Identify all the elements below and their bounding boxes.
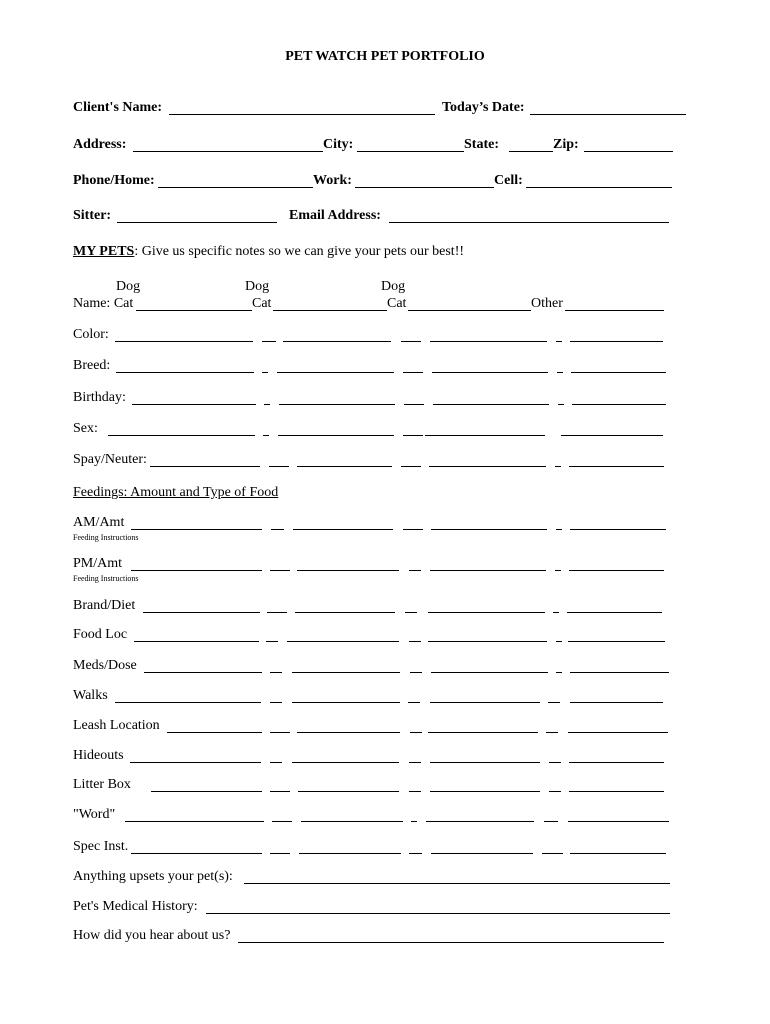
walks-field-1[interactable] [115,702,261,703]
litter-box-field-1[interactable] [151,791,262,792]
phone-home-label: Phone/Home: [73,173,155,188]
my-pets-text: : Give us specific notes so we can give your pets our best!! [134,244,465,259]
spay-neuter-sep-2 [401,466,421,467]
hideouts-field-4[interactable] [569,762,664,763]
cell-label: Cell: [494,173,523,188]
spay-neuter-sep-3 [555,466,561,467]
sex-field-1[interactable] [108,435,255,436]
hear-about-label: How did you hear about us? [73,928,231,943]
food-loc-field-1[interactable] [134,641,259,642]
cell-field[interactable] [526,187,672,188]
food-loc-sep-3 [556,641,562,642]
breed-field-4[interactable] [571,372,666,373]
am-amt-sep-2 [403,529,423,530]
color-label: Color: [73,327,109,342]
brand-diet-label: Brand/Diet [73,598,136,613]
walks-field-3[interactable] [430,702,540,703]
hideouts-sep-2 [409,762,421,763]
pm-amt-label: PM/Amt [73,556,123,571]
meds-dose-field-1[interactable] [144,672,262,673]
spec-inst-field-1[interactable] [131,853,262,854]
pet-name-field-1[interactable] [136,310,252,311]
form-title: PET WATCH PET PORTFOLIO [285,49,485,64]
dog-label-1: Dog [116,279,141,294]
spay-neuter-field-1[interactable] [150,466,260,467]
breed-sep-3 [557,372,563,373]
birthday-field-2[interactable] [279,404,395,405]
breed-field-1[interactable] [116,372,254,373]
dog-label-2: Dog [245,279,270,294]
clients-name-field[interactable] [169,114,435,115]
my-pets-label: MY PETS [73,244,135,259]
color-field-3[interactable] [430,341,547,342]
leash-location-sep-1 [270,732,290,733]
litter-box-sep-2 [409,791,421,792]
leash-location-field-1[interactable] [167,732,262,733]
breed-label: Breed: [73,358,111,373]
pm-amt-field-3[interactable] [430,570,546,571]
word-sep-2 [411,821,417,822]
food-loc-label: Food Loc [73,627,128,642]
address-label: Address: [73,137,127,152]
meds-dose-field-2[interactable] [292,672,400,673]
leash-location-sep-2 [410,732,422,733]
food-loc-field-3[interactable] [428,641,547,642]
city-label: City: [323,137,354,152]
walks-sep-2 [408,702,420,703]
word-field-3[interactable] [426,821,534,822]
leash-location-field-2[interactable] [297,732,400,733]
pet-name-field-4[interactable] [565,310,664,311]
breed-sep-2 [403,372,423,373]
walks-label: Walks [73,688,108,703]
spec-inst-sep-3 [542,853,563,854]
pet-name-field-2[interactable] [273,310,387,311]
pm-amt-field-2[interactable] [297,570,399,571]
zip-field[interactable] [584,151,673,152]
am-amt-sep-3 [556,529,562,530]
email-field[interactable] [389,222,669,223]
hideouts-label: Hideouts [73,748,124,763]
todays-date-label: Today’s Date: [442,100,525,115]
sex-field-3[interactable] [425,435,545,436]
other-label: Other [531,296,563,311]
meds-dose-sep-3 [556,672,562,673]
birthday-field-1[interactable] [132,404,256,405]
pm-amt-sep-3 [555,570,561,571]
name-label: Name: Cat [73,296,134,311]
leash-location-field-3[interactable] [428,732,538,733]
color-field-1[interactable] [115,341,253,342]
litter-box-sep-1 [270,791,290,792]
color-field-2[interactable] [283,341,391,342]
city-field[interactable] [357,151,464,152]
am-amt-field-1[interactable] [131,529,262,530]
zip-label: Zip: [553,137,579,152]
walks-field-2[interactable] [292,702,400,703]
spay-neuter-field-4[interactable] [569,466,664,467]
food-loc-field-4[interactable] [568,641,665,642]
work-label: Work: [313,173,352,188]
leash-location-label: Leash Location [73,718,160,733]
brand-diet-field-1[interactable] [143,612,260,613]
food-loc-sep-1 [266,641,278,642]
clients-name-label: Client's Name: [73,100,163,115]
hideouts-sep-1 [270,762,282,763]
am-amt-sep-1 [271,529,284,530]
brand-diet-sep-3 [553,612,559,613]
address-field[interactable] [133,151,323,152]
cat-label-3: Cat [387,296,407,311]
state-label: State: [464,137,499,152]
word-label: "Word" [73,807,116,822]
walks-field-4[interactable] [570,702,663,703]
upsets-field[interactable] [244,883,670,884]
leash-location-field-4[interactable] [568,732,668,733]
hideouts-field-1[interactable] [130,762,261,763]
walks-sep-3 [548,702,560,703]
meds-dose-label: Meds/Dose [73,658,137,673]
color-sep-1 [262,341,276,342]
spec-inst-field-4[interactable] [570,853,666,854]
brand-diet-field-4[interactable] [567,612,662,613]
birthday-sep-3 [558,404,564,405]
am-feeding-instructions: Feeding Instructions [73,533,139,542]
spay-neuter-field-2[interactable] [297,466,392,467]
meds-dose-field-4[interactable] [570,672,669,673]
medical-history-label: Pet's Medical History: [73,899,198,914]
am-amt-field-4[interactable] [570,529,666,530]
upsets-label: Anything upsets your pet(s): [73,869,233,884]
litter-box-field-2[interactable] [298,791,399,792]
pm-amt-sep-1 [270,570,290,571]
email-label: Email Address: [289,208,381,223]
sex-field-4[interactable] [561,435,663,436]
color-sep-3 [556,341,562,342]
sex-sep-1 [263,435,269,436]
breed-sep-1 [262,372,268,373]
birthday-field-3[interactable] [433,404,549,405]
word-field-1[interactable] [125,821,264,822]
work-field[interactable] [355,187,494,188]
litter-box-field-4[interactable] [569,791,664,792]
spec-inst-field-3[interactable] [431,853,533,854]
sex-sep-2 [403,435,423,436]
pm-feeding-instructions: Feeding Instructions [73,574,139,583]
brand-diet-sep-1 [267,612,287,613]
color-field-4[interactable] [570,341,663,342]
am-amt-field-2[interactable] [293,529,393,530]
cat-label-2: Cat [252,296,272,311]
spec-inst-label: Spec Inst. [73,839,129,854]
sex-field-2[interactable] [278,435,394,436]
food-loc-sep-2 [409,641,421,642]
word-sep-3 [544,821,558,822]
hideouts-sep-3 [549,762,561,763]
litter-box-label: Litter Box [73,777,131,792]
phone-home-field[interactable] [158,187,313,188]
hideouts-field-3[interactable] [430,762,540,763]
spec-inst-field-2[interactable] [299,853,401,854]
medical-history-field[interactable] [206,913,670,914]
pm-amt-sep-2 [409,570,421,571]
sex-label: Sex: [73,421,98,436]
spec-inst-sep-1 [270,853,290,854]
spay-neuter-field-3[interactable] [429,466,546,467]
spay-neuter-label: Spay/Neuter: [73,452,147,467]
sitter-field[interactable] [117,222,277,223]
feedings-heading: Feedings: Amount and Type of Food [73,485,279,500]
food-loc-field-2[interactable] [287,641,399,642]
dog-label-3: Dog [381,279,406,294]
todays-date-field[interactable] [530,114,686,115]
spay-neuter-sep-1 [269,466,289,467]
am-amt-field-3[interactable] [431,529,547,530]
am-amt-label: AM/Amt [73,515,125,530]
meds-dose-sep-1 [270,672,282,673]
breed-field-2[interactable] [277,372,394,373]
birthday-sep-2 [404,404,424,405]
pm-amt-field-4[interactable] [569,570,664,571]
brand-diet-field-3[interactable] [428,612,545,613]
pet-name-field-3[interactable] [408,310,531,311]
pm-amt-field-1[interactable] [131,570,262,571]
litter-box-field-3[interactable] [430,791,540,792]
state-field[interactable] [509,151,553,152]
hideouts-field-2[interactable] [292,762,399,763]
birthday-label: Birthday: [73,390,126,405]
spec-inst-sep-2 [409,853,422,854]
meds-dose-sep-2 [410,672,422,673]
meds-dose-field-3[interactable] [431,672,548,673]
sitter-label: Sitter: [73,208,112,223]
word-field-4[interactable] [568,821,669,822]
birthday-field-4[interactable] [572,404,666,405]
brand-diet-sep-2 [405,612,417,613]
litter-box-sep-3 [549,791,561,792]
breed-field-3[interactable] [432,372,548,373]
walks-sep-1 [270,702,282,703]
word-field-2[interactable] [301,821,403,822]
brand-diet-field-2[interactable] [295,612,395,613]
hear-about-field[interactable] [238,942,664,943]
leash-location-sep-3 [546,732,558,733]
birthday-sep-1 [264,404,270,405]
my-pets-heading [73,244,464,260]
color-sep-2 [401,341,421,342]
word-sep-1 [272,821,292,822]
